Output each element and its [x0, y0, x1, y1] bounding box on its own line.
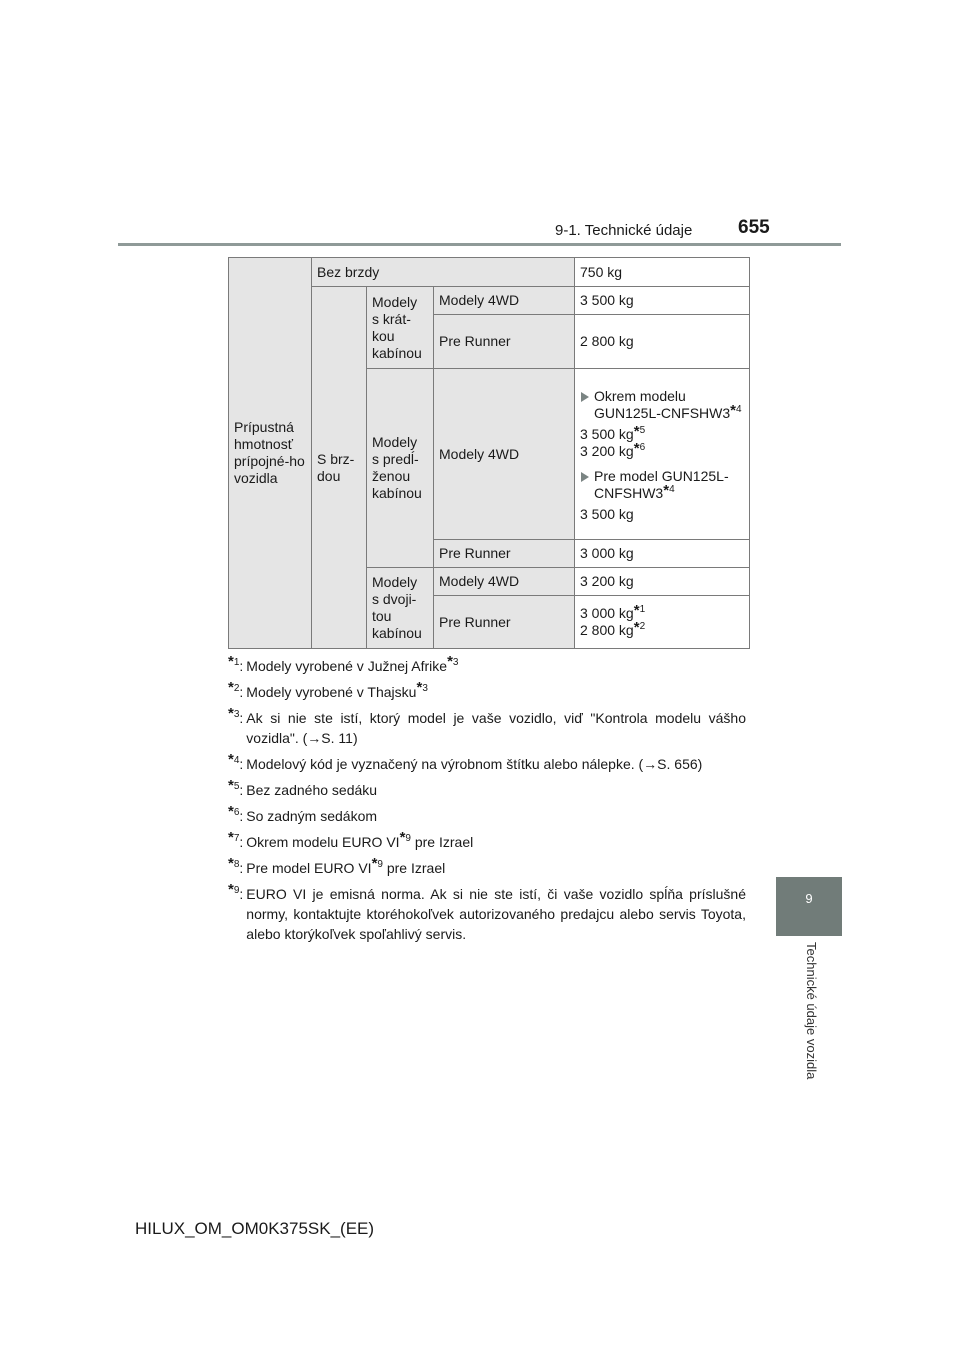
trailer-weight-table — [228, 257, 750, 649]
section-title: 9-1. Technické údaje — [555, 222, 693, 239]
weight-value: 3 500 kg — [580, 425, 634, 442]
footnote-ref: 5 — [639, 424, 646, 436]
double-cab-4wd-label: Modely 4WD — [434, 568, 575, 596]
list-item: Okrem modelu GUN125L-CNFSHW3*$^4$ — [580, 388, 744, 422]
short-cab-4wd-label: Modely 4WD — [434, 287, 575, 315]
table-row — [229, 258, 750, 287]
footnote-1: *$^1$: Modely vyrobené v Južnej Afrike*$^3$ — [228, 653, 459, 674]
triangle-bullet-icon — [581, 472, 589, 482]
footnote-7: *$^7$: Okrem modelu EURO VI*$^9$ pre Izrael — [228, 829, 474, 850]
double-cab-prerunner-label: Pre Runner — [434, 596, 575, 649]
extended-cab-prerunner-value: 3 000 kg — [575, 540, 750, 568]
weight-value: 3 500 kg — [580, 505, 634, 522]
chapter-tab[interactable] — [776, 877, 842, 936]
row-header-cell: Prípustná hmotnosť prípojné-ho vozidla — [229, 258, 312, 649]
extended-cab-4wd-label: Modely 4WD — [434, 369, 575, 540]
header-divider — [118, 243, 841, 246]
triangle-bullet-icon — [581, 392, 589, 402]
with-brake-label: S brz-dou — [312, 287, 367, 649]
footnote-8: *$^8$: Pre model EURO VI*$^9$ pre Izrael — [228, 855, 446, 876]
footnote-ref: 6 — [639, 441, 646, 453]
footnote-6: *$^6$: So zadným sedákom — [228, 803, 378, 824]
weight-value: 3 200 kg — [580, 442, 634, 459]
extended-cab-label: Modely s predĺ-ženou kabínou — [367, 369, 434, 568]
short-cab-prerunner-label: Pre Runner — [434, 315, 575, 369]
list-item: Pre model GUN125L-CNFSHW3*$^4$ — [580, 468, 744, 502]
footnote-ref: 1 — [639, 604, 646, 615]
bullet-text: Pre model GUN125L-CNFSHW3 — [594, 467, 729, 501]
short-cab-4wd-value: 3 500 kg — [575, 287, 750, 315]
no-brake-value: 750 kg — [575, 258, 750, 287]
bullet-text: Okrem modelu GUN125L-CNFSHW3 — [594, 387, 731, 421]
extended-cab-4wd-value-cell: Okrem modelu GUN125L-CNFSHW3*$^4$ 3 500 kg*$^5$ 3 200 kg*$^6$ Pre model GUN125L-CNFSHW3*$^4$ 3 500 kg — [575, 369, 750, 540]
footnotes — [228, 653, 746, 950]
extended-cab-prerunner-label: Pre Runner — [434, 540, 575, 568]
footnote-ref: 2 — [639, 621, 646, 632]
double-cab-prerunner-value-cell: 3 000 kg*$^1$ 2 800 kg*$^2$ — [575, 596, 750, 649]
footnote-2: *$^2$: Modely vyrobené v Thajsku*$^3$ — [228, 679, 428, 700]
short-cab-prerunner-value: 2 800 kg — [575, 315, 750, 369]
footnote-9: *$^9$: EURO VI je emisná norma. Ak si nie ste istí, či vaše vozidlo spĺňa príslušné normy, kontaktujte ktoréhokoľvek autorizovaného predajcu alebo servis Toyota, alebo ktorýkoľvek spoľahlivý servis. — [228, 881, 746, 942]
short-cab-label: Modely s krát-kou kabínou — [367, 287, 434, 369]
weight-value: 2 800 kg — [580, 622, 634, 638]
document-code: HILUX_OM_OM0K375SK_(EE) — [135, 1219, 375, 1238]
double-cab-4wd-value: 3 200 kg — [575, 568, 750, 596]
footnote-ref: 4 — [669, 483, 675, 495]
page-number: 655 — [738, 217, 770, 238]
footnote-5: *$^5$: Bez zadného sedáku — [228, 777, 378, 798]
chapter-number: 9 — [805, 891, 813, 906]
chapter-label: Technické údaje vozidla — [804, 942, 819, 1080]
footnote-4: *$^4$: Modelový kód je vyznačený na výrobnom štítku alebo nálepke. (→S. 656) — [228, 751, 703, 772]
double-cab-label: Modely s dvoji-tou kabínou — [367, 568, 434, 649]
footnote-ref: 4 — [735, 403, 742, 415]
no-brake-label: Bez brzdy — [312, 258, 575, 287]
weight-value: 3 000 kg — [580, 605, 634, 621]
footnote-3: *$^3$: Ak si nie ste istí, ktorý model je vaše vozidlo, viď "Kontrola modelu vášho vozidla". (→S. 11) — [228, 705, 746, 746]
